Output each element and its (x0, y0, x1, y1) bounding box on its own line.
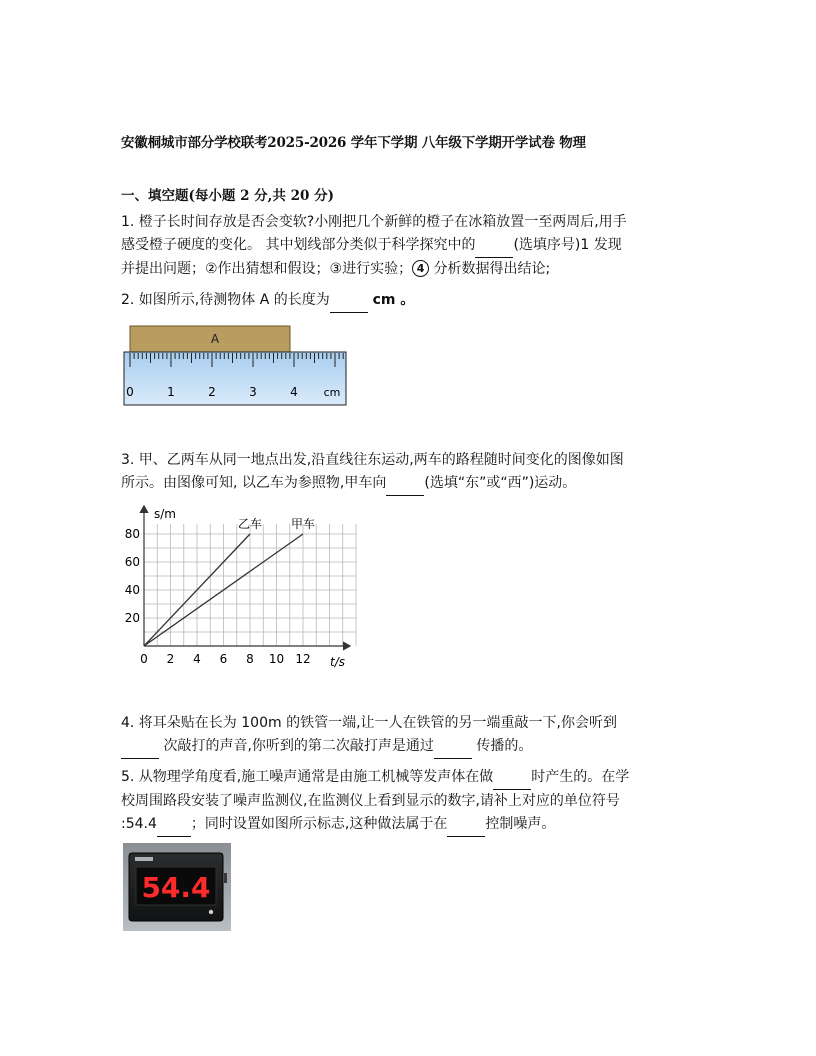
x-tick-labels (140, 652, 310, 666)
question-2 (121, 289, 706, 313)
question-1-text-b: (选填序号)1 发现 (513, 237, 622, 253)
x-tick-label: 6 (219, 652, 228, 666)
question-5-text-e: 控制噪声。 (485, 816, 556, 832)
question-5-text-d: ；同时设置如图所示标志,这种做法属于在 (190, 816, 448, 832)
x-axis-label: t/s (330, 655, 345, 669)
answer-blank[interactable] (386, 472, 424, 496)
x-tick-label: 0 (140, 652, 148, 666)
section-title: 一、填空题(每小题 2 分,共 20 分) (121, 188, 334, 204)
answer-blank[interactable] (475, 234, 513, 258)
x-tick-label: 2 (166, 652, 175, 666)
answer-blank[interactable] (157, 813, 191, 837)
x-tick-label: 8 (246, 652, 254, 666)
ruler-label-0: 0 (126, 385, 134, 399)
question-2-text: 2. 如图所示,待测物体 A 的长度为 (121, 292, 330, 308)
x-tick-label: 10 (268, 652, 285, 666)
question-1-line-3 (121, 258, 706, 281)
question-4-line-1: 4. 将耳朵贴在长为 100m 的铁管一端,让一人在铁管的另一端重敲一下,你会听到 (121, 715, 617, 731)
object-a-label: A (210, 332, 220, 346)
question-5 (121, 766, 706, 837)
ruler-label-2: 2 (208, 385, 216, 399)
ruler-label-3: 3 (249, 385, 257, 399)
question-3-line-2 (121, 472, 706, 496)
question-5-text-c: :54.4 (121, 816, 157, 832)
question-1-line-2 (121, 234, 706, 258)
y-tick-labels (125, 527, 140, 625)
noise-monitor-photo (123, 843, 231, 931)
noise-monitor-image (123, 843, 231, 931)
question-2-unit: cm 。 (367, 292, 415, 308)
y-tick-label: 40 (124, 583, 140, 597)
question-5-line-1 (121, 766, 706, 790)
question-4-line-2 (121, 735, 706, 759)
monitor-display: 54.4 (141, 871, 211, 904)
ruler-label-4: 4 (290, 385, 298, 399)
answer-blank[interactable] (434, 735, 472, 759)
y-tick-label: 80 (124, 527, 140, 541)
question-3-text-b: (选填“东”或“西”)运动。 (424, 475, 577, 491)
question-5-line-2: 校周围路段安装了噪声监测仪,在监测仪上看到显示的数字,请补上对应的单位符号 (121, 793, 620, 809)
question-1-line-1: 1. 橙子长时间存放是否会变软?小刚把几个新鲜的橙子在冰箱放置一至两周后,用手 (121, 214, 627, 230)
question-1-text-a: 感受橙子硬度的变化。 其中划线部分类似于科学探究中的 (121, 237, 476, 253)
ruler-body (124, 352, 346, 405)
question-5-text-a: 5. 从物理学角度看,施工噪声通常是由施工机械等发声体在做 (121, 769, 494, 785)
question-5-line-3 (121, 813, 706, 837)
y-tick-label: 60 (124, 555, 140, 569)
question-1-text-c: 并提出问题；②作出猜想和假设；③进行实验； (121, 261, 413, 277)
circled-number: 4 (412, 260, 429, 277)
y-tick-label: 20 (124, 611, 140, 625)
ruler-label-1: 1 (167, 385, 175, 399)
question-5-text-b: 时产生的。在学 (531, 769, 630, 785)
question-1-text-d: 分析数据得出结论; (429, 261, 551, 277)
question-1 (121, 211, 706, 281)
question-4 (121, 712, 706, 759)
question-4-text-b: 传播的。 (471, 738, 533, 754)
question-2-line (121, 289, 706, 313)
answer-blank[interactable] (493, 766, 531, 790)
question-3-line-1: 3. 甲、乙两车从同一地点出发,沿直线往东运动,两车的路程随时间变化的图像如图 (121, 452, 624, 468)
ruler-unit: cm (323, 386, 341, 399)
x-tick-label: 12 (295, 652, 311, 666)
question-3-text-a: 所示。由图像可知, 以乙车为参照物,甲车向 (121, 475, 387, 491)
ruler-figure (120, 322, 352, 408)
exam-title: 安徽桐城市部分学校联考2025-2026 学年下学期 八年级下学期开学试卷 物理 (121, 135, 586, 151)
chart-grid (144, 524, 356, 646)
distance-time-chart (118, 500, 358, 675)
y-axis-label: s/m (154, 507, 176, 521)
answer-blank[interactable] (330, 289, 368, 313)
series-label: 甲车 (290, 517, 316, 531)
question-4-text-a: 次敲打的声音,你听到的第二次敲打声是通过 (159, 738, 434, 754)
series-label: 乙车 (237, 517, 263, 531)
answer-blank[interactable] (447, 813, 485, 837)
x-tick-label: 4 (193, 652, 201, 666)
answer-blank[interactable] (121, 735, 159, 759)
question-3 (121, 449, 706, 496)
